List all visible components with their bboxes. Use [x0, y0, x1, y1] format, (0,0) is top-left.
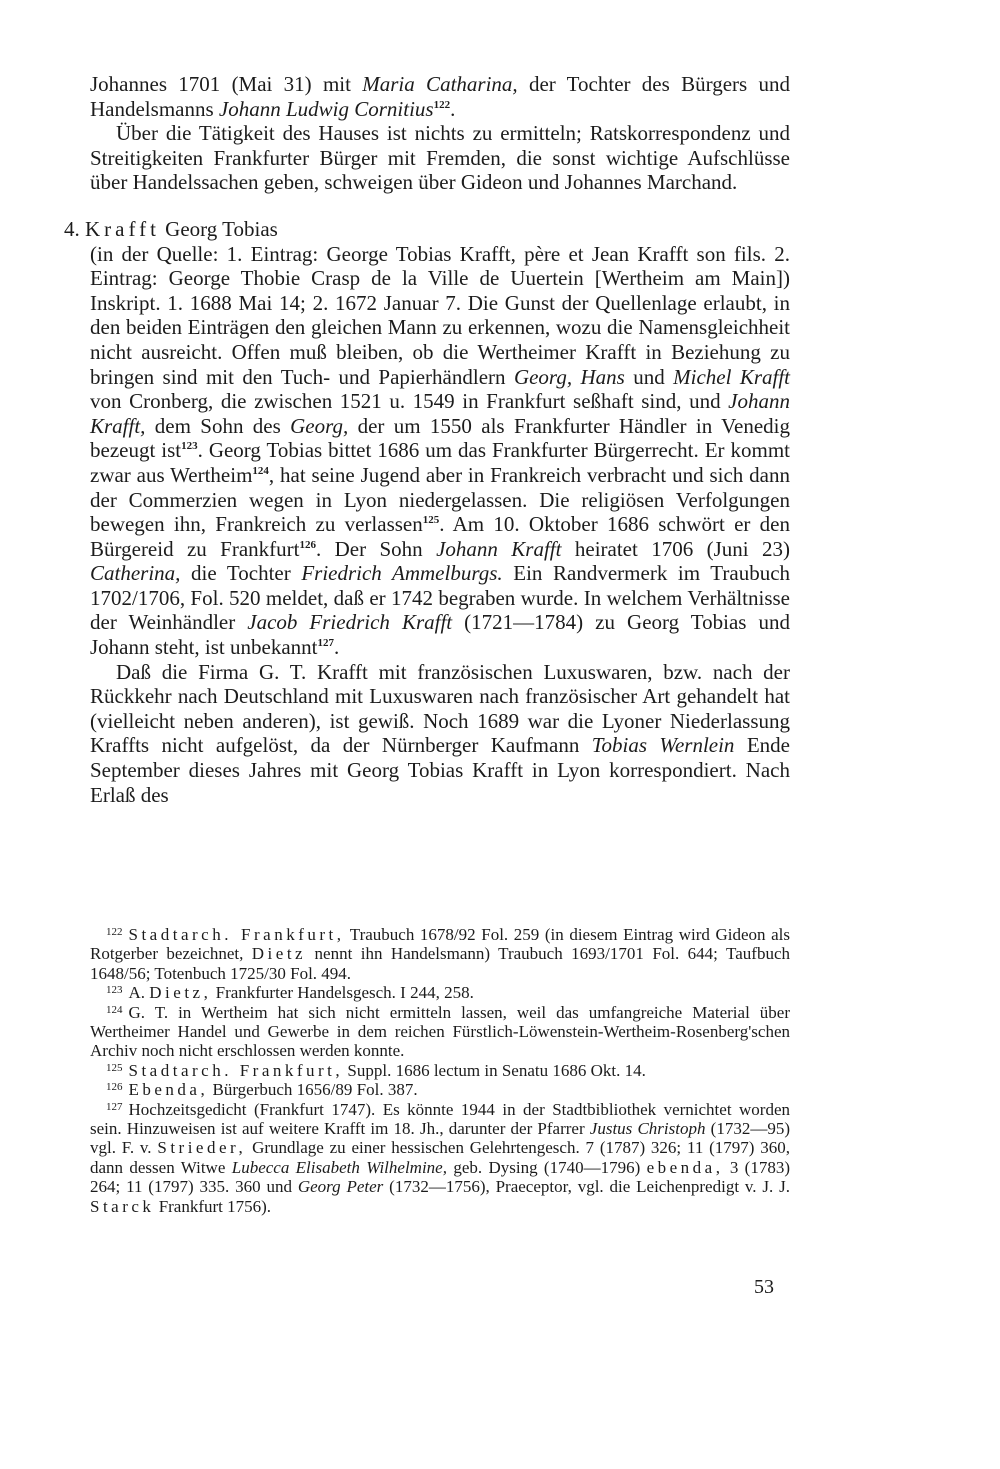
text-run: A. — [128, 983, 150, 1003]
spaced-text: Stadtarch. Frankfurt, — [128, 1060, 344, 1080]
text-run: . Am 10. Oktober 1686 schwört er den Bürgereid zu Frankfurt — [90, 512, 790, 561]
text-run: Grundlage zu einer hessischen Gelehrtengesch. 7 (1787) 326; 11 (1797) 360, dann dessen Witwe — [90, 1138, 790, 1177]
footnote-number: 124 — [106, 1003, 123, 1016]
text-run: (1721—1784) zu Georg Tobias und Johann steht, ist unbekannt — [90, 610, 791, 660]
spaced-text: Ebenda, — [128, 1080, 209, 1100]
text-run: dem Sohn des — [145, 413, 291, 438]
italic-text: Lubecca Elisabeth Wilhelmine, — [231, 1157, 447, 1177]
text-run: G. T. in Wertheim hat sich nicht ermitteln lassen, weil das umfangreiche Material über Wertheimer Handel und Gewerbe in dem reichen Fürstlich-Löwenstein-Wertheim-Rosenberg'schen Archiv noch nicht erschlossen werden konnte. — [90, 1002, 790, 1061]
text-run: Traubuch 1678/92 Fol. 259 (in diesem Eintrag wird Gideon als Rotgerber bezeichnet, — [90, 925, 790, 964]
text-run: 4. — [64, 216, 85, 241]
italic-text: Justus Christoph — [589, 1119, 706, 1139]
italic-text: Georg, — [290, 413, 349, 438]
text-run: Frankfurter Handelsgesch. I 244, 258. — [211, 983, 474, 1003]
footnote-ref: 127 — [317, 637, 334, 650]
spaced-text: Krafft — [85, 216, 160, 241]
paragraph-4 — [90, 660, 790, 808]
text-run: Hochzeitsgedicht (Frankfurt 1747). Es könnte 1944 in der Stadtbibliothek vernichtet worden sein. Hinzuweisen ist auf weitere Krafft im 18. Jh., darunter der Pfarrer — [90, 1099, 790, 1139]
spaced-text: Dietz — [251, 944, 307, 964]
text-run: (1732—1756), Praeceptor, vgl. die Leichenpredigt v. J. J. — [383, 1177, 790, 1197]
italic-text: Johann Krafft — [436, 536, 562, 561]
text-run: . — [333, 635, 340, 660]
italic-text: Jacob Friedrich Krafft — [247, 610, 453, 635]
italic-text: Catherina, — [90, 561, 181, 586]
footnote-number: 122 — [106, 926, 123, 938]
text-run: . — [450, 96, 456, 121]
text-run: Ein Randvermerk im Traubuch 1702/1706, Fol. 520 meldet, daß er 1742 begraben wurde. In welchem Verhältnisse der Weinhändler — [90, 561, 791, 635]
text-run: Bürgerbuch 1656/89 Fol. 387. — [208, 1080, 418, 1100]
paragraph-3 — [90, 242, 790, 660]
text-run: die Tochter — [180, 561, 302, 586]
text-run: (1732—95) vgl. F. v. — [90, 1119, 790, 1158]
italic-text: Tobias Wernlein — [591, 733, 735, 758]
footnote-number: 127 — [106, 1100, 123, 1113]
main-text — [64, 72, 791, 807]
spaced-text: Strieder, — [157, 1138, 247, 1158]
text-run: heiratet 1706 (Juni 23) — [561, 536, 790, 561]
section-heading-krafft — [64, 217, 790, 242]
footnote-124 — [90, 1003, 790, 1061]
italic-text: Georg Peter — [297, 1177, 384, 1197]
text-run: (in der Quelle: 1. Eintrag: George Tobias Krafft, père et Jean Krafft son fils. 2. Eintrag: George Thobie Crasp de la Ville de Uuertein [Wertheim am Main]) Inskript. 1. 1688 Mai 14; 2. 1672 Januar 7. Die Gunst der Quellenlage erlaubt, in den beiden Einträgen den gleichen Mann zu erkennen, wozu die Namensgleichheit nicht ausreicht. Offen muß bleiben, ob die Wertheimer Krafft in Beziehung zu bringen sind mit den Tuch- und Papierhändlern — [90, 241, 790, 389]
text-run: Johannes 1701 (Mai 31) mit — [90, 72, 363, 96]
spaced-text: Stadtarch. Frankfurt, — [128, 925, 345, 944]
spaced-text: Dietz, — [149, 983, 212, 1003]
footnote-125 — [90, 1061, 790, 1080]
italic-text: Michel Krafft — [673, 364, 791, 389]
footnote-126 — [90, 1080, 790, 1099]
footnotes — [90, 925, 790, 1216]
footnote-number: 125 — [106, 1061, 123, 1074]
text-run: 3 (1783) 264; 11 (1797) 335. 360 und — [90, 1157, 790, 1197]
italic-text: Friedrich Ammelburgs. — [301, 561, 503, 586]
spaced-text: Starck — [90, 1196, 155, 1216]
text-run: Daß die Firma G. T. Krafft mit französischen Luxuswaren, bzw. nach der Rückkehr nach Deutschland mit Luxuswaren nach französischer Art gehandelt hat (vielleicht neben anderen), ist gewiß. Noch 1689 war die Lyoner Niederlassung Kraffts nicht aufgelöst, da der Nürnberger Kaufmann — [90, 659, 790, 758]
text-run: . Georg Tobias bittet 1686 um das Frankfurter Bürgerrecht. Er kommt zwar aus Wertheim — [90, 438, 790, 487]
footnote-123 — [90, 983, 790, 1002]
text-run: von Cronberg, die zwischen 1521 u. 1549 in Frankfurt seßhaft sind, und — [90, 389, 729, 414]
footnote-127 — [90, 1100, 790, 1216]
footnote-122 — [90, 925, 790, 983]
text-run: Georg Tobias — [159, 216, 278, 241]
italic-text: Johann Ludwig Cornitius — [218, 96, 434, 121]
italic-text: Johann Krafft, — [90, 389, 790, 438]
italic-text: Maria Catharina, — [362, 72, 518, 96]
text-run: Über die Tätigkeit des Hauses ist nichts zu ermitteln; Ratskorrespondenz und Streitigkeiten Frankfurter Bürger mit Fremden, die sonst wichtige Aufschlüsse über Handelssachen geben, schweigen über Gideon und Johannes Marchand. — [90, 121, 790, 195]
text-run: Suppl. 1686 lectum in Senatu 1686 Okt. 14. — [343, 1060, 646, 1080]
footnote-ref: 122 — [433, 98, 451, 111]
footnote-number: 126 — [106, 1081, 123, 1094]
footnote-number: 123 — [106, 984, 123, 997]
spaced-text: ebenda, — [646, 1157, 724, 1177]
italic-text: Georg, Hans — [513, 364, 625, 389]
footnote-ref: 123 — [181, 440, 198, 453]
text-run: der um 1550 als Frankfurter Händler in Venedig bezeugt ist — [90, 413, 790, 463]
text-run: nennt ihn Handelsmann) Traubuch 1693/1701 Fol. 644; Taufbuch 1648/56; Totenbuch 1725/30 Fol. 494. — [90, 944, 790, 983]
text-run: . Der Sohn — [316, 536, 437, 561]
footnote-ref: 124 — [252, 464, 269, 477]
text-run: Frankfurt 1756). — [154, 1196, 272, 1216]
paragraph-2 — [90, 121, 790, 195]
text-run: , hat seine Jugend aber in Frankreich verbracht und sich dann der Commerzien wegen in Lyon niedergelassen. Die religiösen Verfolgungen bewegen ihn, Frankreich zu verlassen — [90, 462, 790, 537]
paragraph-1 — [90, 72, 790, 121]
footnote-ref: 125 — [422, 514, 440, 527]
page-number: 53 — [754, 1276, 774, 1298]
text-run: geb. Dysing (1740—1796) — [446, 1157, 647, 1177]
text-run: und — [624, 364, 674, 389]
footnote-ref: 126 — [299, 538, 316, 551]
text-run: Ende September dieses Jahres mit Georg Tobias Krafft in Lyon korrespondiert. Nach Erlaß des — [90, 733, 790, 807]
text-run: der Tochter des Bürgers und Handelsmanns — [90, 72, 790, 121]
